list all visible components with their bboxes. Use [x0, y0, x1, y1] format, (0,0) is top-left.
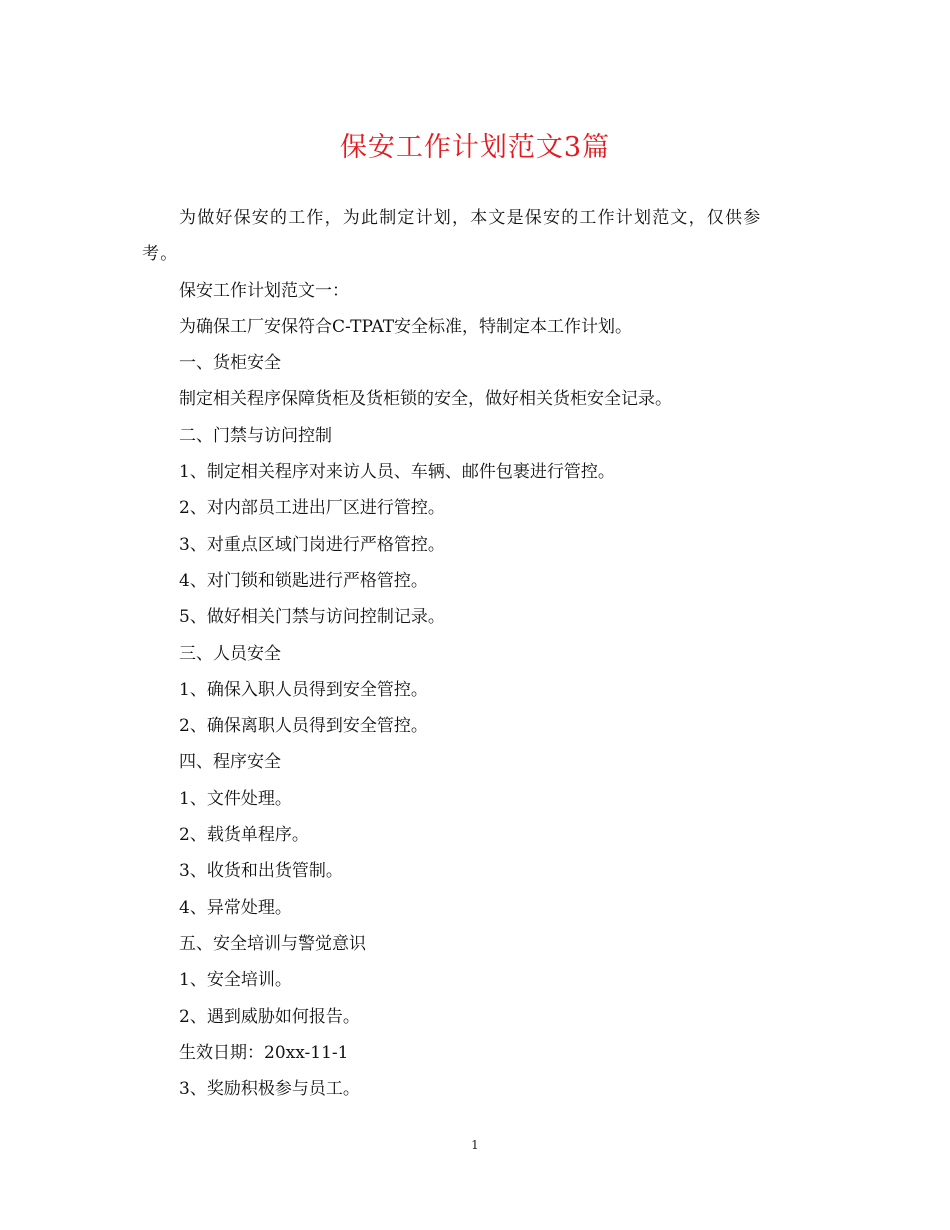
- document-body: [142, 200, 792, 1107]
- list-item: 3、对重点区域门岗进行严格管控。: [179, 534, 445, 555]
- paragraph-purpose: 为确保工厂安保符合C-TPAT安全标准，特制定本工作计划。: [179, 316, 633, 337]
- list-item: 2、载货单程序。: [179, 825, 309, 846]
- list-item: 1、文件处理。: [179, 788, 292, 809]
- section-heading-container-security: 一、货柜安全: [179, 353, 281, 374]
- document-title: 保安工作计划范文3篇: [339, 132, 611, 163]
- list-item: 2、对内部员工进出厂区进行管控。: [179, 498, 445, 519]
- effective-date: 生效日期：20xx-11-1: [179, 1042, 349, 1063]
- list-item: 2、遇到威胁如何报告。: [179, 1006, 360, 1027]
- paragraph-container-security: 制定相关程序保障货柜及货柜锁的安全，做好相关货柜安全记录。: [179, 389, 672, 410]
- list-item: 3、收货和出货管制。: [179, 861, 343, 882]
- section-heading-procedure-security: 四、程序安全: [179, 752, 281, 773]
- page-number: 1: [471, 1138, 479, 1152]
- section-heading-access-control: 二、门禁与访问控制: [179, 425, 332, 446]
- list-item: 1、确保入职人员得到安全管控。: [179, 679, 428, 700]
- list-item: 1、安全培训。: [179, 970, 292, 991]
- section-heading-training: 五、安全培训与警觉意识: [179, 933, 366, 954]
- list-item: 3、奖励积极参与员工。: [179, 1079, 360, 1100]
- list-item: 5、做好相关门禁与访问控制记录。: [179, 607, 445, 628]
- list-item: 4、对门锁和锁匙进行严格管控。: [179, 570, 428, 591]
- list-item: 1、制定相关程序对来访人员、车辆、邮件包裹进行管控。: [179, 462, 615, 483]
- list-item: 2、确保离职人员得到安全管控。: [179, 716, 428, 737]
- paragraph-plan-heading: 保安工作计划范文一：: [179, 280, 349, 301]
- section-heading-personnel-security: 三、人员安全: [179, 643, 281, 664]
- list-item: 4、异常处理。: [179, 897, 292, 918]
- paragraph-intro: 为做好保安的工作，为此制定计划，本文是保安的工作计划范文，仅供参考。: [142, 208, 762, 265]
